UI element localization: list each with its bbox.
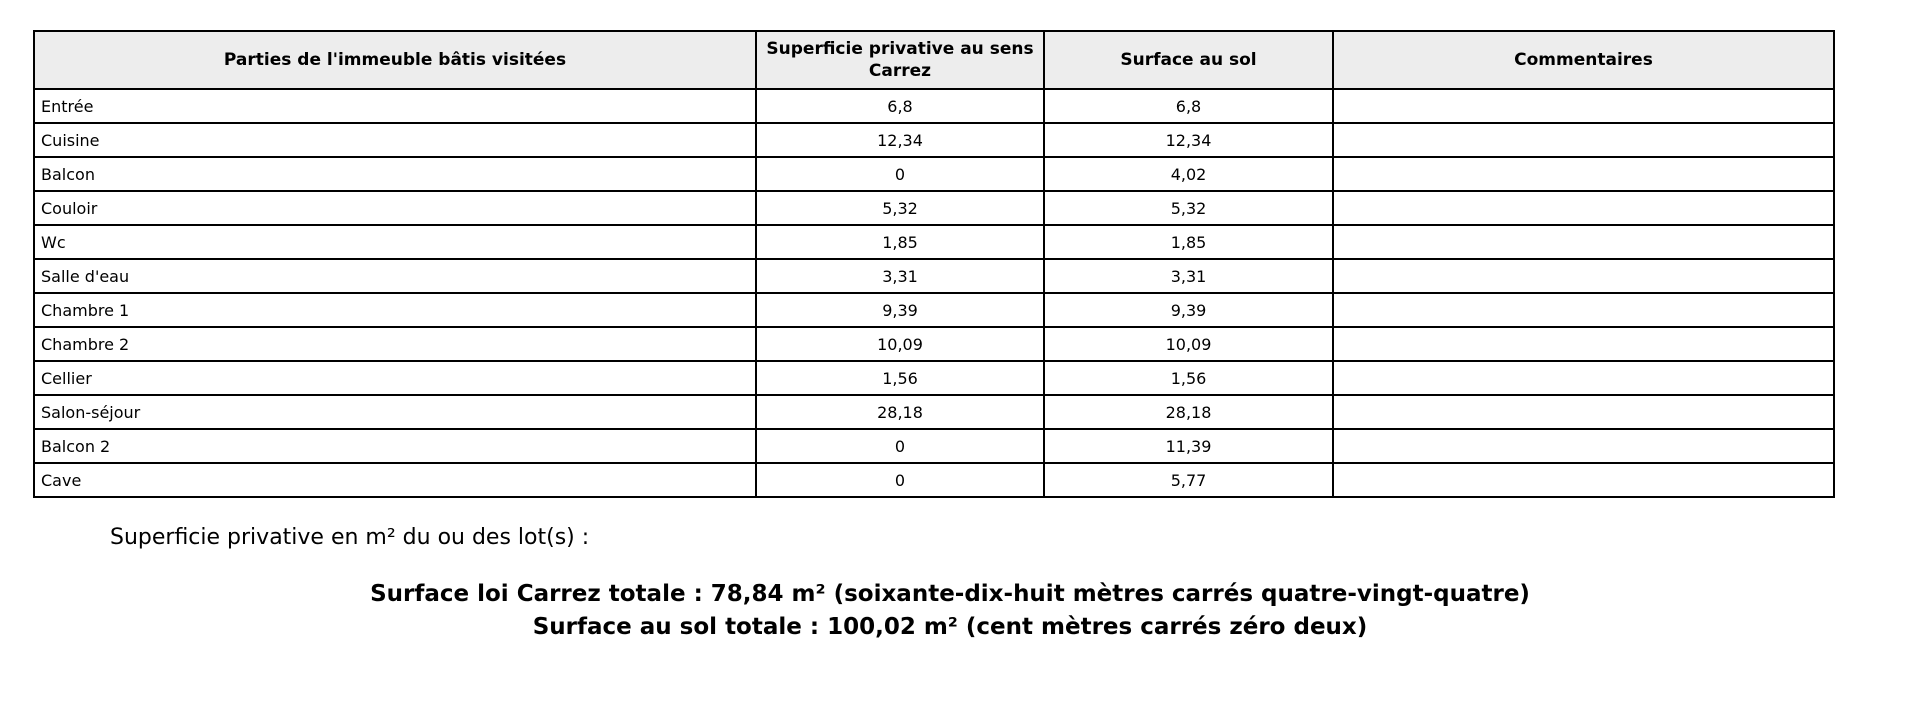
- table-row: [34, 429, 1834, 463]
- table-row: [34, 225, 1834, 259]
- table-row: [34, 259, 1834, 293]
- comment-cell: [1333, 361, 1834, 395]
- table-row: [34, 361, 1834, 395]
- floor-value-cell: 12,34: [1044, 123, 1333, 157]
- carrez-value-cell: 1,56: [756, 361, 1044, 395]
- comment-cell: [1333, 157, 1834, 191]
- total-carrez-line: Surface loi Carrez totale : 78,84 m² (soixante-dix-huit mètres carrés quatre-vingt-quatre): [370, 581, 1530, 607]
- surface-measure-table: [33, 30, 1835, 498]
- carrez-value-cell: 28,18: [756, 395, 1044, 429]
- comment-cell: [1333, 293, 1834, 327]
- room-name-cell: Balcon: [34, 157, 756, 191]
- carrez-value-cell: 0: [756, 463, 1044, 497]
- table-row: [34, 293, 1834, 327]
- comment-cell: [1333, 429, 1834, 463]
- comment-cell: [1333, 191, 1834, 225]
- table-row: [34, 89, 1834, 123]
- comment-cell: [1333, 123, 1834, 157]
- carrez-value-cell: 6,8: [756, 89, 1044, 123]
- table-row: [34, 157, 1834, 191]
- room-name-cell: Salon-séjour: [34, 395, 756, 429]
- comment-cell: [1333, 259, 1834, 293]
- floor-value-cell: 5,32: [1044, 191, 1333, 225]
- room-name-cell: Chambre 1: [34, 293, 756, 327]
- carrez-value-cell: 0: [756, 429, 1044, 463]
- header-parts: Parties de l'immeuble bâtis visitées: [34, 31, 756, 89]
- table-row: [34, 395, 1834, 429]
- table-row: [34, 191, 1834, 225]
- floor-value-cell: 3,31: [1044, 259, 1333, 293]
- room-name-cell: Cave: [34, 463, 756, 497]
- comment-cell: [1333, 225, 1834, 259]
- carrez-value-cell: 10,09: [756, 327, 1044, 361]
- floor-value-cell: 28,18: [1044, 395, 1333, 429]
- floor-value-cell: 1,56: [1044, 361, 1333, 395]
- room-name-cell: Wc: [34, 225, 756, 259]
- carrez-value-cell: 5,32: [756, 191, 1044, 225]
- table-row: [34, 327, 1834, 361]
- floor-value-cell: 6,8: [1044, 89, 1333, 123]
- room-name-cell: Salle d'eau: [34, 259, 756, 293]
- header-comments: Commentaires: [1333, 31, 1834, 89]
- room-name-cell: Chambre 2: [34, 327, 756, 361]
- header-floor-surface: Surface au sol: [1044, 31, 1333, 89]
- room-name-cell: Cuisine: [34, 123, 756, 157]
- header-carrez: Superficie privative au sens Carrez: [756, 31, 1044, 89]
- carrez-value-cell: 0: [756, 157, 1044, 191]
- carrez-value-cell: 12,34: [756, 123, 1044, 157]
- comment-cell: [1333, 463, 1834, 497]
- private-surface-intro: Superficie privative en m² du ou des lot(s) :: [110, 525, 590, 550]
- table-row: [34, 123, 1834, 157]
- floor-value-cell: 10,09: [1044, 327, 1333, 361]
- table-row: [34, 463, 1834, 497]
- totals-block: [0, 578, 1900, 644]
- carrez-value-cell: 1,85: [756, 225, 1044, 259]
- room-name-cell: Entrée: [34, 89, 756, 123]
- carrez-value-cell: 9,39: [756, 293, 1044, 327]
- room-name-cell: Couloir: [34, 191, 756, 225]
- floor-value-cell: 1,85: [1044, 225, 1333, 259]
- total-floor-line: Surface au sol totale : 100,02 m² (cent mètres carrés zéro deux): [532, 614, 1368, 640]
- floor-value-cell: 9,39: [1044, 293, 1333, 327]
- floor-value-cell: 11,39: [1044, 429, 1333, 463]
- comment-cell: [1333, 395, 1834, 429]
- carrez-value-cell: 3,31: [756, 259, 1044, 293]
- floor-value-cell: 4,02: [1044, 157, 1333, 191]
- table-header-row: [34, 31, 1834, 89]
- room-name-cell: Balcon 2: [34, 429, 756, 463]
- comment-cell: [1333, 327, 1834, 361]
- room-name-cell: Cellier: [34, 361, 756, 395]
- table-body: [34, 89, 1834, 497]
- comment-cell: [1333, 89, 1834, 123]
- floor-value-cell: 5,77: [1044, 463, 1333, 497]
